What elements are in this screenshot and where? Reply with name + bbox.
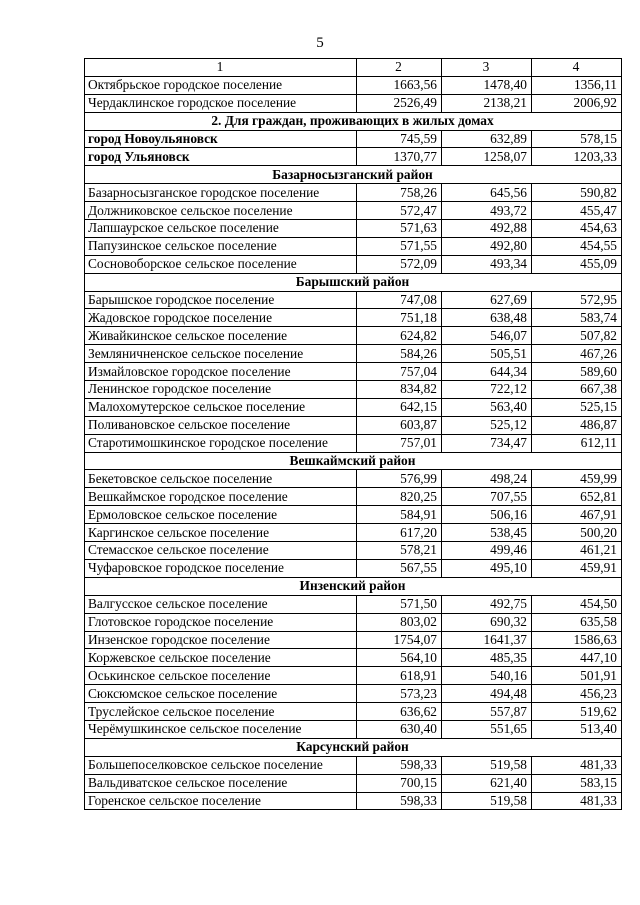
value-column-3: 492,80 (442, 237, 532, 255)
settlement-name: Должниковское сельское поселение (85, 202, 357, 220)
value-column-4: 583,74 (532, 309, 622, 327)
table-row (85, 649, 622, 667)
value-column-3: 492,88 (442, 220, 532, 238)
value-column-4: 667,38 (532, 381, 622, 399)
settlement-name: Большепоселковское сельское поселение (85, 756, 357, 774)
table-row (85, 506, 622, 524)
value-column-2: 803,02 (357, 613, 442, 631)
value-column-2: 578,21 (357, 542, 442, 560)
value-column-4: 572,95 (532, 291, 622, 309)
table-row (85, 792, 622, 810)
table-row (85, 434, 622, 452)
settlement-name: Жадовское городское поселение (85, 309, 357, 327)
table-row (85, 488, 622, 506)
value-column-2: 617,20 (357, 524, 442, 542)
settlement-name: Стемасское сельское поселение (85, 542, 357, 560)
value-column-2: 572,47 (357, 202, 442, 220)
value-column-3: 1478,40 (442, 76, 532, 94)
value-column-4: 481,33 (532, 756, 622, 774)
settlement-name: Труслейское сельское поселение (85, 703, 357, 721)
table-row (85, 76, 622, 94)
value-column-3: 707,55 (442, 488, 532, 506)
table-row (85, 559, 622, 577)
value-column-4: 589,60 (532, 363, 622, 381)
value-column-3: 505,51 (442, 345, 532, 363)
value-column-2: 834,82 (357, 381, 442, 399)
settlement-name: Старотимошкинское городское поселение (85, 434, 357, 452)
value-column-3: 493,34 (442, 255, 532, 273)
settlement-name: Базарносызганское городское поселение (85, 184, 357, 202)
value-column-3: 638,48 (442, 309, 532, 327)
settlement-name: город Ульяновск (85, 148, 357, 166)
settlement-name: Чердаклинское городское поселение (85, 94, 357, 112)
value-column-2: 2526,49 (357, 94, 442, 112)
value-column-4: 578,15 (532, 130, 622, 148)
section-heading-row (85, 112, 622, 130)
value-column-2: 567,55 (357, 559, 442, 577)
value-column-3: 690,32 (442, 613, 532, 631)
value-column-2: 584,26 (357, 345, 442, 363)
value-column-3: 495,10 (442, 559, 532, 577)
value-column-2: 571,55 (357, 237, 442, 255)
settlement-name: Папузинское сельское поселение (85, 237, 357, 255)
column-number-1: 1 (85, 59, 357, 77)
section-heading-row (85, 577, 622, 595)
value-column-2: 1754,07 (357, 631, 442, 649)
column-number-row (85, 59, 622, 77)
settlement-name: Лапшаурское сельское поселение (85, 220, 357, 238)
value-column-2: 745,59 (357, 130, 442, 148)
section-heading-row (85, 452, 622, 470)
value-column-4: 612,11 (532, 434, 622, 452)
value-column-4: 486,87 (532, 416, 622, 434)
value-column-3: 519,58 (442, 756, 532, 774)
settlement-name: Живайкинское сельское поселение (85, 327, 357, 345)
value-column-4: 461,21 (532, 542, 622, 560)
value-column-2: 1370,77 (357, 148, 442, 166)
value-column-2: 636,62 (357, 703, 442, 721)
value-column-2: 747,08 (357, 291, 442, 309)
settlement-name: Малохомутерское сельское поселение (85, 398, 357, 416)
settlement-name: Горенское сельское поселение (85, 792, 357, 810)
value-column-2: 751,18 (357, 309, 442, 327)
section-heading-row (85, 166, 622, 184)
value-column-2: 564,10 (357, 649, 442, 667)
value-column-2: 573,23 (357, 685, 442, 703)
settlement-name: Ермоловское сельское поселение (85, 506, 357, 524)
settlement-name: Сосновоборское сельское поселение (85, 255, 357, 273)
value-column-3: 538,45 (442, 524, 532, 542)
value-column-3: 546,07 (442, 327, 532, 345)
value-column-2: 820,25 (357, 488, 442, 506)
value-column-4: 481,33 (532, 792, 622, 810)
table-row (85, 595, 622, 613)
value-column-2: 618,91 (357, 667, 442, 685)
column-number-2: 2 (357, 59, 442, 77)
settlement-name: Коржевское сельское поселение (85, 649, 357, 667)
value-column-3: 540,16 (442, 667, 532, 685)
settlement-name: Каргинское сельское поселение (85, 524, 357, 542)
table-row (85, 524, 622, 542)
value-column-4: 455,47 (532, 202, 622, 220)
value-column-4: 455,09 (532, 255, 622, 273)
value-column-4: 652,81 (532, 488, 622, 506)
value-column-3: 1258,07 (442, 148, 532, 166)
table-row (85, 255, 622, 273)
value-column-4: 513,40 (532, 720, 622, 738)
value-column-3: 525,12 (442, 416, 532, 434)
settlement-name: Инзенское городское поселение (85, 631, 357, 649)
value-column-3: 519,58 (442, 792, 532, 810)
value-column-2: 571,50 (357, 595, 442, 613)
section-heading: Инзенский район (85, 577, 622, 595)
value-column-2: 603,87 (357, 416, 442, 434)
value-column-4: 467,26 (532, 345, 622, 363)
settlement-name: Измайловское городское поселение (85, 363, 357, 381)
value-column-3: 2138,21 (442, 94, 532, 112)
value-column-3: 644,34 (442, 363, 532, 381)
value-column-4: 459,91 (532, 559, 622, 577)
section-heading: Карсунский район (85, 738, 622, 756)
section-heading-row (85, 738, 622, 756)
table-row (85, 202, 622, 220)
settlement-name: Оськинское сельское поселение (85, 667, 357, 685)
table-row (85, 237, 622, 255)
value-column-2: 642,15 (357, 398, 442, 416)
settlement-name: Глотовское городское поселение (85, 613, 357, 631)
value-column-3: 506,16 (442, 506, 532, 524)
value-column-3: 632,89 (442, 130, 532, 148)
table-row (85, 398, 622, 416)
section-heading: Базарносызганский район (85, 166, 622, 184)
page-number: 5 (316, 35, 324, 51)
value-column-2: 598,33 (357, 792, 442, 810)
value-column-3: 493,72 (442, 202, 532, 220)
settlement-name: Поливановское сельское поселение (85, 416, 357, 434)
value-column-2: 757,01 (357, 434, 442, 452)
value-column-2: 624,82 (357, 327, 442, 345)
table-row (85, 291, 622, 309)
table-row (85, 327, 622, 345)
value-column-4: 590,82 (532, 184, 622, 202)
section-heading-row (85, 273, 622, 291)
settlement-name: Валгусское сельское поселение (85, 595, 357, 613)
settlement-name: Черёмушкинское сельское поселение (85, 720, 357, 738)
column-number-4: 4 (532, 59, 622, 77)
column-number-3: 3 (442, 59, 532, 77)
tariff-table-body (85, 59, 622, 810)
settlement-name: Вальдиватское сельское поселение (85, 774, 357, 792)
value-column-2: 572,09 (357, 255, 442, 273)
table-row (85, 363, 622, 381)
table-row (85, 309, 622, 327)
value-column-4: 454,50 (532, 595, 622, 613)
value-column-2: 571,63 (357, 220, 442, 238)
table-row (85, 631, 622, 649)
table-row (85, 381, 622, 399)
table-row (85, 685, 622, 703)
value-column-2: 598,33 (357, 756, 442, 774)
value-column-2: 700,15 (357, 774, 442, 792)
value-column-2: 758,26 (357, 184, 442, 202)
value-column-2: 576,99 (357, 470, 442, 488)
value-column-4: 1203,33 (532, 148, 622, 166)
value-column-4: 635,58 (532, 613, 622, 631)
value-column-3: 494,48 (442, 685, 532, 703)
value-column-2: 630,40 (357, 720, 442, 738)
value-column-3: 627,69 (442, 291, 532, 309)
table-row (85, 416, 622, 434)
settlement-name: город Новоульяновск (85, 130, 357, 148)
value-column-4: 459,99 (532, 470, 622, 488)
section-heading: Барышский район (85, 273, 622, 291)
value-column-4: 2006,92 (532, 94, 622, 112)
value-column-3: 557,87 (442, 703, 532, 721)
table-row (85, 667, 622, 685)
settlement-name: Ленинское городское поселение (85, 381, 357, 399)
table-row (85, 148, 622, 166)
value-column-4: 507,82 (532, 327, 622, 345)
value-column-3: 551,65 (442, 720, 532, 738)
value-column-4: 1586,63 (532, 631, 622, 649)
value-column-3: 492,75 (442, 595, 532, 613)
settlement-name: Чуфаровское городское поселение (85, 559, 357, 577)
settlement-name: Сюксюмское сельское поселение (85, 685, 357, 703)
settlement-name: Земляничненское сельское поселение (85, 345, 357, 363)
table-row (85, 774, 622, 792)
table-row (85, 345, 622, 363)
table-row (85, 220, 622, 238)
table-row (85, 130, 622, 148)
table-row (85, 94, 622, 112)
value-column-3: 485,35 (442, 649, 532, 667)
value-column-3: 499,46 (442, 542, 532, 560)
value-column-4: 456,23 (532, 685, 622, 703)
value-column-4: 1356,11 (532, 76, 622, 94)
value-column-4: 501,91 (532, 667, 622, 685)
section-heading: Вешкаймский район (85, 452, 622, 470)
value-column-3: 621,40 (442, 774, 532, 792)
table-row (85, 720, 622, 738)
value-column-4: 525,15 (532, 398, 622, 416)
section-heading: 2. Для граждан, проживающих в жилых домах (85, 112, 622, 130)
value-column-2: 1663,56 (357, 76, 442, 94)
value-column-3: 1641,37 (442, 631, 532, 649)
tariff-table (84, 58, 622, 810)
value-column-4: 454,63 (532, 220, 622, 238)
value-column-3: 645,56 (442, 184, 532, 202)
value-column-4: 500,20 (532, 524, 622, 542)
value-column-4: 447,10 (532, 649, 622, 667)
settlement-name: Бекетовское сельское поселение (85, 470, 357, 488)
value-column-2: 584,91 (357, 506, 442, 524)
table-row (85, 613, 622, 631)
settlement-name: Октябрьское городское поселение (85, 76, 357, 94)
value-column-2: 757,04 (357, 363, 442, 381)
value-column-4: 519,62 (532, 703, 622, 721)
value-column-3: 722,12 (442, 381, 532, 399)
table-row (85, 542, 622, 560)
table-row (85, 703, 622, 721)
value-column-4: 583,15 (532, 774, 622, 792)
table-row (85, 470, 622, 488)
value-column-3: 498,24 (442, 470, 532, 488)
value-column-4: 467,91 (532, 506, 622, 524)
table-row (85, 184, 622, 202)
value-column-3: 563,40 (442, 398, 532, 416)
value-column-3: 734,47 (442, 434, 532, 452)
settlement-name: Вешкаймское городское поселение (85, 488, 357, 506)
table-row (85, 756, 622, 774)
value-column-4: 454,55 (532, 237, 622, 255)
settlement-name: Барышское городское поселение (85, 291, 357, 309)
